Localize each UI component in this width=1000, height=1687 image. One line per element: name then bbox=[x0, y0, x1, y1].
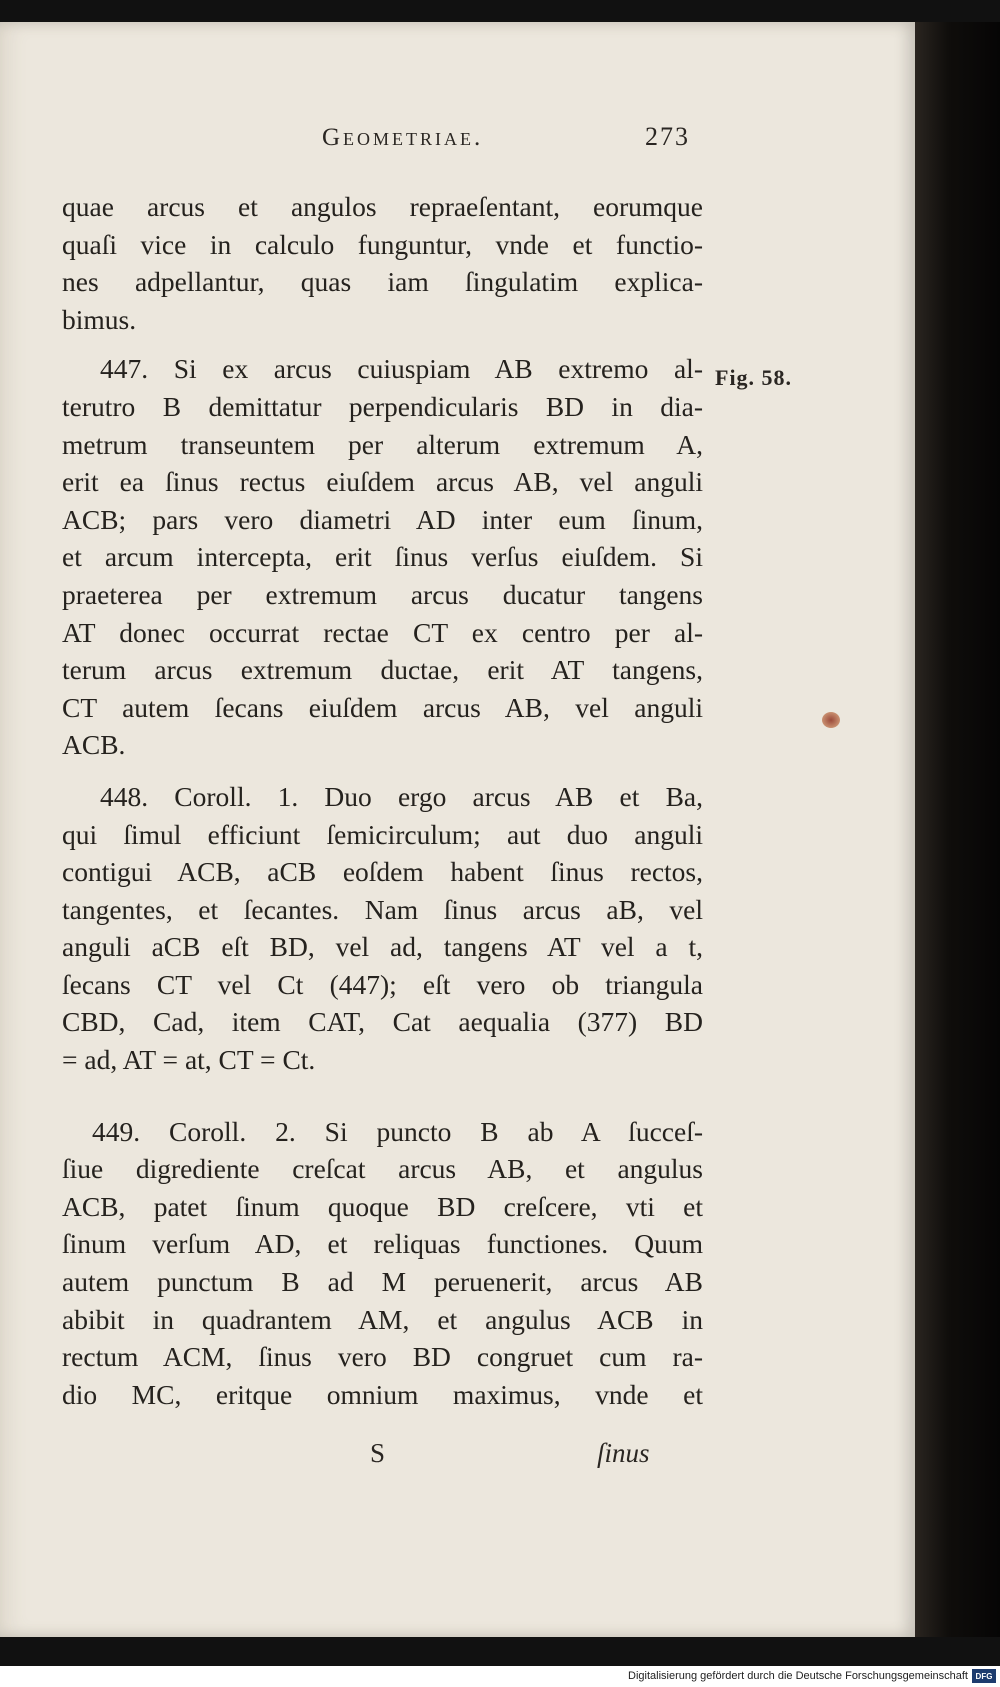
text-line: anguli aCB eſt BD, vel ad, tangens AT vel a t, bbox=[62, 931, 703, 963]
text-line: CBD, Cad, item CAT, Cat aequalia (377) BD bbox=[62, 1006, 703, 1038]
signature-mark: S bbox=[370, 1438, 386, 1468]
text-line: ACB, patet ſinum quoque BD creſcere, vti et bbox=[62, 1190, 703, 1222]
figure-reference: Fig. 58. bbox=[715, 365, 793, 390]
text-line: 448. Coroll. 1. Duo ergo arcus AB et Ba, bbox=[100, 780, 703, 812]
text-line: ſinum verſum AD, et reliquas functiones. Quum bbox=[62, 1228, 703, 1260]
text-line: contigui ACB, aCB eoſdem habent ſinus rectos, bbox=[62, 856, 703, 888]
catchwords-row bbox=[62, 1438, 703, 1472]
paragraph-449 bbox=[62, 1113, 703, 1414]
text-line: ACB. bbox=[62, 729, 126, 761]
text-line: quae arcus et angulos repraeſentant, eorumque bbox=[62, 191, 703, 222]
text-line: CT autem ſecans eiuſdem arcus AB, vel anguli bbox=[62, 691, 703, 723]
text-line: 447. Si ex arcus cuiuspiam AB extremo al- bbox=[100, 353, 703, 385]
footer-credit: Digitalisierung gefördert durch die Deutsche Forschungsgemeinschaft bbox=[628, 1670, 968, 1682]
text-line: et arcum intercepta, erit ſinus verſus eiuſdem. Si bbox=[62, 541, 703, 573]
text-line: ACB; pars vero diametri AD inter eum ſinum, bbox=[62, 503, 703, 535]
text-line: bimus. bbox=[62, 303, 137, 335]
paragraph-intro bbox=[62, 188, 703, 338]
book-spine-edge bbox=[915, 22, 1000, 1637]
text-line: AT donec occurrat rectae CT ex centro per al- bbox=[62, 616, 703, 648]
text-line: terutro B demittatur perpendicularis BD in dia- bbox=[62, 390, 703, 422]
paragraph-447 bbox=[62, 350, 703, 764]
text-line: praeterea per extremum arcus ducatur tangens bbox=[62, 578, 703, 610]
text-line: 449. Coroll. 2. Si puncto B ab A ſucceſ- bbox=[92, 1115, 703, 1147]
catchword: ſinus bbox=[597, 1438, 650, 1468]
text-line: nes adpellantur, quas iam ſingulatim explica- bbox=[62, 266, 703, 298]
text-line: autem punctum B ad M peruenerit, arcus AB bbox=[62, 1266, 703, 1298]
text-line: tangentes, et ſecantes. Nam ſinus arcus aB, vel bbox=[62, 893, 703, 925]
text-line: abibit in quadrantem AM, et angulus ACB in bbox=[62, 1303, 703, 1335]
text-line: rectum ACM, ſinus vero BD congruet cum ra- bbox=[62, 1341, 703, 1373]
text-line: erit ea ſinus rectus eiuſdem arcus AB, vel anguli bbox=[62, 466, 703, 498]
digitization-footer bbox=[0, 1666, 1000, 1687]
paragraph-448 bbox=[62, 778, 703, 1079]
text-line: qui ſimul efficiunt ſemicirculum; aut duo anguli bbox=[62, 818, 703, 850]
text-line: ſiue digrediente creſcat arcus AB, et angulus bbox=[62, 1153, 703, 1185]
text-line: ſecans CT vel Ct (447); eſt vero ob triangula bbox=[62, 968, 703, 1000]
text-line: dio MC, eritque omnium maximus, vnde et bbox=[62, 1378, 703, 1410]
running-header bbox=[60, 122, 705, 162]
running-title: Geometriae. bbox=[322, 124, 484, 151]
page-stain bbox=[822, 712, 840, 728]
dfg-logo: DFG bbox=[972, 1669, 996, 1683]
text-line: = ad, AT = at, CT = Ct. bbox=[62, 1044, 316, 1076]
text-line: terum arcus extremum ductae, erit AT tangens, bbox=[62, 654, 703, 686]
body-text bbox=[62, 188, 703, 1413]
page-number: 273 bbox=[645, 122, 690, 151]
text-line: quaſi vice in calculo funguntur, vnde et functio- bbox=[62, 228, 703, 260]
text-line: metrum transeuntem per alterum extremum A, bbox=[62, 428, 703, 460]
